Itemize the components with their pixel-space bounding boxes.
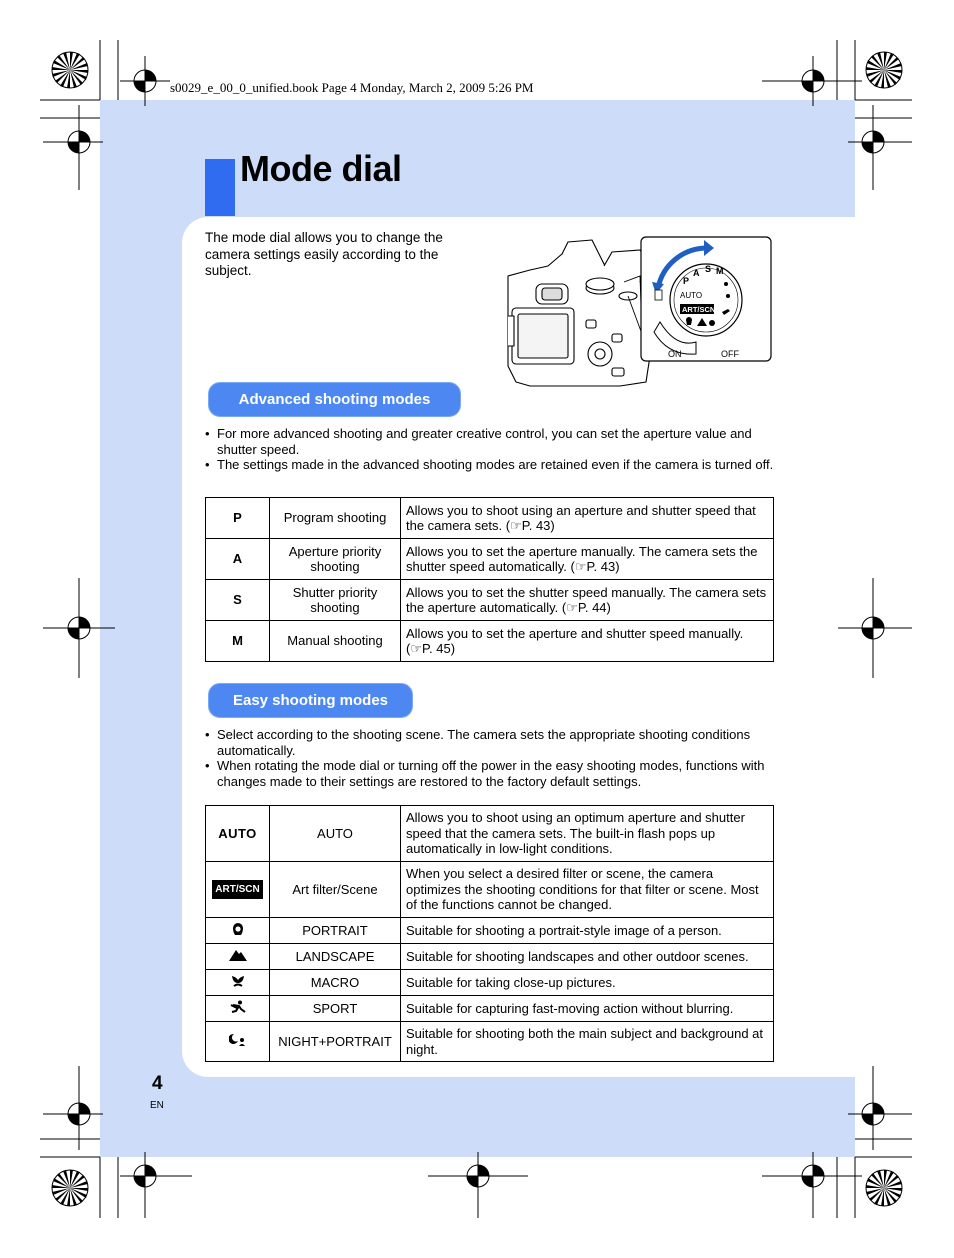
macro-icon xyxy=(206,970,270,996)
mode-description: Allows you to shoot using an aperture and shutter speed that the camera sets. (☞P. 43) xyxy=(401,498,774,539)
mode-name: NIGHT+PORTRAIT xyxy=(270,1022,401,1062)
sport-icon xyxy=(206,996,270,1022)
page-ref: P. 43 xyxy=(521,518,551,533)
auto-icon: AUTO xyxy=(206,806,270,862)
table-row xyxy=(206,862,774,918)
page-ref-icon: ☞ xyxy=(410,641,422,656)
advanced-modes-heading: Advanced shooting modes xyxy=(208,382,461,417)
mode-name: LANDSCAPE xyxy=(270,944,401,970)
night-portrait-icon xyxy=(206,1022,270,1062)
mode-description: Allows you to shoot using an optimum aperture and shutter speed that the camera sets. The built-in flash pops up automatically in low-light conditions. xyxy=(401,806,774,862)
mode-name: PORTRAIT xyxy=(270,918,401,944)
page-ref: P. 44 xyxy=(577,600,607,615)
mode-symbol: P xyxy=(206,498,270,539)
easy-modes-bullets xyxy=(205,727,775,789)
landscape-icon xyxy=(206,944,270,970)
intro-text: The mode dial allows you to change the camera settings easily according to the subject. xyxy=(205,230,443,278)
table-row xyxy=(206,918,774,944)
page-language: EN xyxy=(150,1100,164,1111)
dial-letter-s: S xyxy=(705,264,712,274)
table-row xyxy=(206,1022,774,1062)
table-row xyxy=(206,539,774,580)
dial-auto-label: AUTO xyxy=(680,291,703,300)
mode-symbol: S xyxy=(206,580,270,621)
mode-description: Suitable for shooting a portrait-style image of a person. xyxy=(401,918,774,944)
mode-description: Allows you to set the aperture manually. The camera sets the shutter speed automatically. (☞P. 43) xyxy=(401,539,774,580)
mode-description: Suitable for capturing fast-moving action without blurring. xyxy=(401,996,774,1022)
off-label: OFF xyxy=(721,349,739,359)
portrait-icon xyxy=(206,918,270,944)
mode-name: Aperture priority shooting xyxy=(270,539,401,580)
page-ref: P. 43 xyxy=(586,559,616,574)
mode-symbol: A xyxy=(206,539,270,580)
page-ref: P. 45 xyxy=(422,641,451,656)
table-row xyxy=(206,996,774,1022)
mode-name: Shutter priority shooting xyxy=(270,580,401,621)
table-row xyxy=(206,970,774,996)
easy-modes-heading: Easy shooting modes xyxy=(208,683,413,718)
mode-name: MACRO xyxy=(270,970,401,996)
dial-art-scn-label: ART/SCN xyxy=(682,305,716,314)
page-ref-icon: ☞ xyxy=(566,600,578,615)
mode-description: Suitable for shooting both the main subject and background at night. xyxy=(401,1022,774,1062)
page-ref-icon: ☞ xyxy=(510,518,522,533)
page-number: 4 xyxy=(152,1073,163,1094)
mode-name: Manual shooting xyxy=(270,621,401,662)
table-row xyxy=(206,621,774,662)
dial-letter-m: M xyxy=(716,266,724,276)
dial-letter-a: A xyxy=(693,268,700,278)
mode-name: Art filter/Scene xyxy=(270,862,401,918)
advanced-modes-table xyxy=(205,497,774,662)
list-item: • For more advanced shooting and greater creative control, you can set the aperture value and shutter speed. xyxy=(205,426,775,457)
dial-letter-p: P xyxy=(683,276,690,286)
mode-symbol: M xyxy=(206,621,270,662)
easy-modes-table xyxy=(205,805,774,1062)
table-row xyxy=(206,498,774,539)
title-marker xyxy=(205,159,235,216)
mode-description: Allows you to set the shutter speed manually. The camera sets the aperture automatically. (☞P. 44) xyxy=(401,580,774,621)
table-row xyxy=(206,944,774,970)
camera-mode-dial-illustration xyxy=(500,236,772,388)
mode-description: Suitable for shooting landscapes and other outdoor scenes. xyxy=(401,944,774,970)
table-row xyxy=(206,580,774,621)
mode-description: Allows you to set the aperture and shutter speed manually. (☞P. 45) xyxy=(401,621,774,662)
list-item: • When rotating the mode dial or turning off the power in the easy shooting modes, functions with changes made to their settings are restored to the factory default settings. xyxy=(205,758,775,789)
page-ref-icon: ☞ xyxy=(574,559,587,574)
list-item: • Select according to the shooting scene. The camera sets the appropriate shooting conditions automatically. xyxy=(205,727,775,758)
mode-name: Program shooting xyxy=(270,498,401,539)
advanced-modes-bullets xyxy=(205,426,775,473)
mode-description: Suitable for taking close-up pictures. xyxy=(401,970,774,996)
mode-name: SPORT xyxy=(270,996,401,1022)
page-title: Mode dial xyxy=(240,148,402,189)
table-row xyxy=(206,806,774,862)
print-header: s0029_e_00_0_unified.book Page 4 Monday, March 2, 2009 5:26 PM xyxy=(170,80,534,95)
mode-description: When you select a desired filter or scene, the camera optimizes the shooting conditions for that filter or scene. Most of the functions cannot be changed. xyxy=(401,862,774,918)
list-item: • The settings made in the advanced shooting modes are retained even if the camera is turned off. xyxy=(205,457,775,473)
on-label: ON xyxy=(668,349,682,359)
art-scn-icon: ART/SCN xyxy=(206,862,270,918)
mode-name: AUTO xyxy=(270,806,401,862)
